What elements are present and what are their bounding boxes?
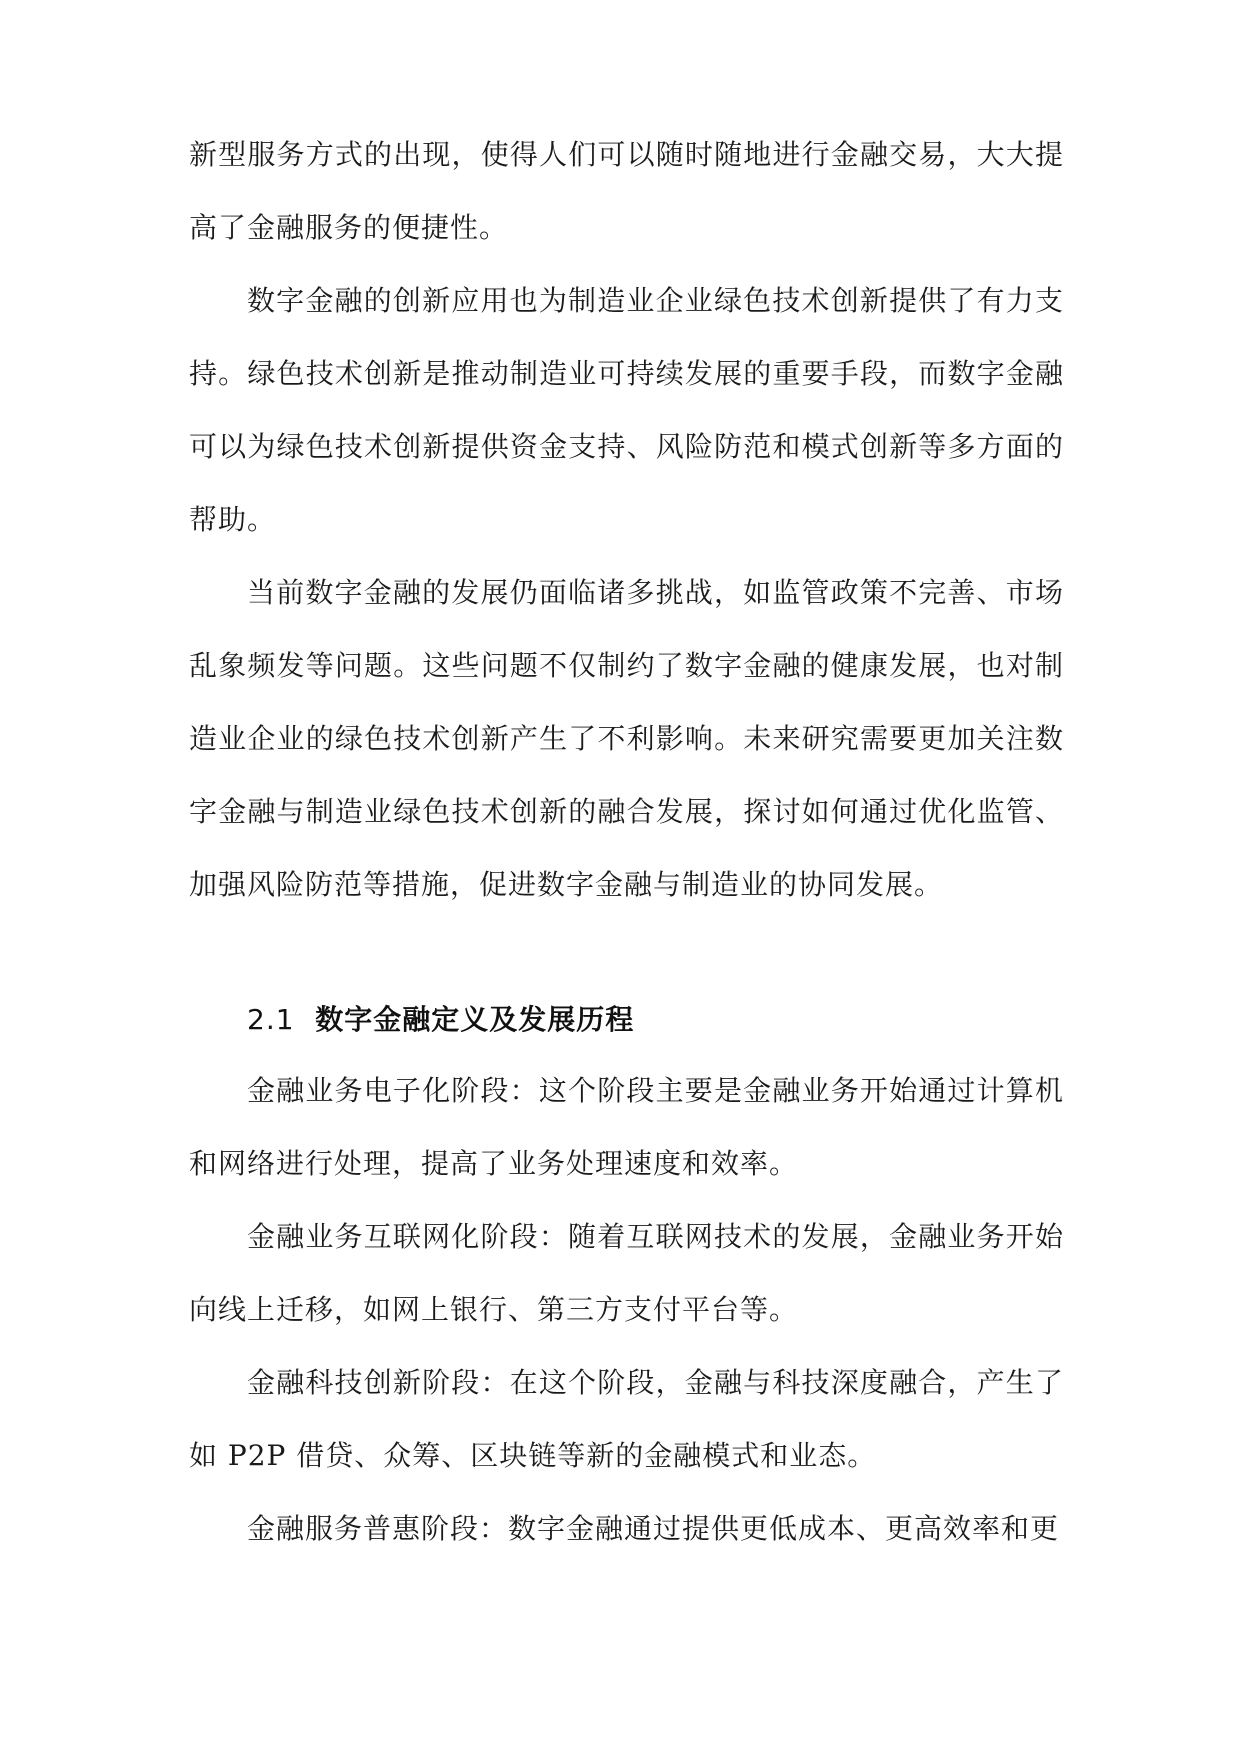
paragraph-2: 数字金融的创新应用也为制造业企业绿色技术创新提供了有力支持。绿色技术创新是推动制造业可持续发展的重要手段，而数字金融可以为绿色技术创新提供资金支持、风险防范和模式创新等多方面的帮助。 — [189, 284, 1064, 536]
paragraph-6: 金融科技创新阶段：在这个阶段，金融与科技深度融合，产生了如 P2P 借贷、众筹、区块链等新的金融模式和业态。 — [189, 1366, 1064, 1472]
section-title: 数字金融定义及发展历程 — [315, 1003, 635, 1036]
paragraph-7: 金融服务普惠阶段：数字金融通过提供更低成本、更高效率和更 — [247, 1512, 1060, 1545]
paragraph-1: 新型服务方式的出现，使得人们可以随时随地进行金融交易，大大提高了金融服务的便捷性。 — [189, 138, 1064, 244]
section-heading — [247, 1000, 634, 1040]
section-number: 2.1 — [247, 1003, 295, 1036]
paragraph-5: 金融业务互联网化阶段：随着互联网技术的发展，金融业务开始向线上迁移，如网上银行、第三方支付平台等。 — [189, 1220, 1064, 1326]
paragraph-3: 当前数字金融的发展仍面临诸多挑战，如监管政策不完善、市场乱象频发等问题。这些问题不仅制约了数字金融的健康发展，也对制造业企业的绿色技术创新产生了不利影响。未来研究需要更加关注数字金融与制造业绿色技术创新的融合发展，探讨如何通过优化监管、加强风险防范等措施，促进数字金融与制造业的协同发展。 — [189, 576, 1064, 901]
body-text-top — [189, 118, 1064, 921]
body-text-bottom — [189, 1054, 1064, 1565]
paragraph-4: 金融业务电子化阶段：这个阶段主要是金融业务开始通过计算机和网络进行处理，提高了业务处理速度和效率。 — [189, 1074, 1064, 1180]
